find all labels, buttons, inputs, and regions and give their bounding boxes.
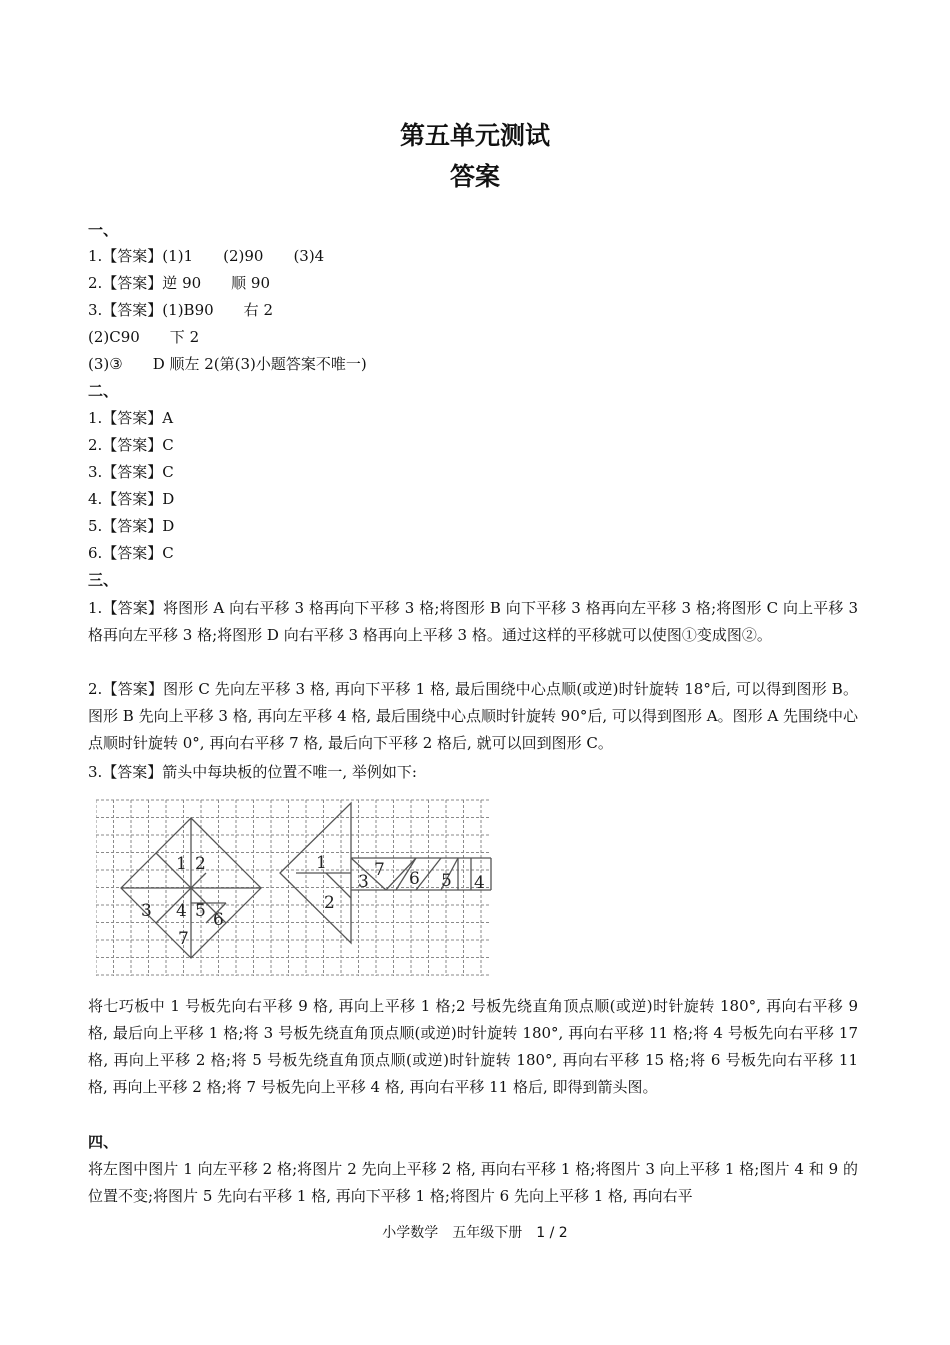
answer-line: 5.【答案】D <box>88 517 175 535</box>
answer-paragraph: 将七巧板中 1 号板先向右平移 9 格, 再向上平移 1 格;2 号板先绕直角顶点顺(或逆)时针旋转 180°, 再向右平移 9 格, 最后向上平移 1 格;将 3 号板先绕直角顶点顺(或逆)时针旋转 180°, 再向右平移 11 格;将 4 号板先向右平移 17 格, 再向上平移 2 格;将 5 号板先绕直角顶点顺(或逆)时针旋转 180°, 再向右平移 15 格;将 6 号板先向右平移 11 格, 再向上平移 2 格;将 7 号板先向上平移 4 格, 再向右平移 11 格后, 即得到箭头图。 <box>88 997 858 1096</box>
page-title: 第五单元测试 <box>399 121 550 150</box>
section-2-heading: 二、 <box>88 382 119 400</box>
piece-label: 6 <box>409 869 420 889</box>
piece-label: 2 <box>324 893 335 913</box>
piece-label: 1 <box>176 854 187 874</box>
answer-paragraph: 将左图中图片 1 向左平移 2 格;将图片 2 先向上平移 2 格, 再向右平移 1 格;将图片 3 向上平移 1 格;图片 4 和 9 的位置不变;将图片 5 先向右平移 1 格, 再向下平移 1 格;将图片 6 先向上平移 1 格, 再向右平 <box>88 1160 858 1205</box>
answer-line: 3.【答案】箭头中每块板的位置不唯一, 举例如下: <box>88 763 417 781</box>
answer-line: 1.【答案】(1)1 (2)90 (3)4 <box>88 247 325 265</box>
answer-line: 4.【答案】D <box>88 490 175 508</box>
piece-label: 4 <box>474 873 485 893</box>
piece-label: 4 <box>176 901 187 921</box>
piece-label: 3 <box>358 872 369 892</box>
page-subtitle: 答案 <box>449 162 500 191</box>
answer-line: 3.【答案】C <box>88 463 174 481</box>
piece-label: 5 <box>441 871 452 891</box>
section-3-heading: 三、 <box>88 571 119 589</box>
answer-paragraph: 1.【答案】将图形 A 向右平移 3 格再向下平移 3 格;将图形 B 向下平移 3 格再向左平移 3 格;将图形 C 向上平移 3 格再向左平移 3 格;将图形 D 向右平移 3 格再向上平移 3 格。通过这样的平移就可以使图①变成图②。 <box>88 599 858 644</box>
tangram-grid-figure <box>96 798 496 984</box>
answer-line: (3)③ D 顺左 2(第(3)小题答案不唯一) <box>88 355 367 373</box>
answer-line: 3.【答案】(1)B90 右 2 <box>88 301 273 319</box>
piece-label: 6 <box>213 910 224 930</box>
tangram-square-outline <box>121 818 261 958</box>
answer-paragraph: 2.【答案】图形 C 先向左平移 3 格, 再向下平移 1 格, 最后围绕中心点顺(或逆)时针旋转 18°后, 可以得到图形 B。图形 B 先向上平移 3 格, 再向左平移 4 格, 最后围绕中心点顺时针旋转 90°后, 可以得到图形 A。图形 A 先围绕中心点顺时针旋转 0°, 再向右平移 7 格, 最后向下平移 2 格后, 就可以回到图形 C。 <box>88 680 858 752</box>
piece-label: 2 <box>195 854 206 874</box>
piece-label: 7 <box>178 929 189 949</box>
answer-line: 6.【答案】C <box>88 544 174 562</box>
piece-label: 5 <box>195 901 206 921</box>
piece-label: 7 <box>374 860 385 880</box>
answer-line: (2)C90 下 2 <box>88 328 200 346</box>
answer-line: 2.【答案】C <box>88 436 174 454</box>
section-4-heading: 四、 <box>88 1133 119 1151</box>
answer-line: 1.【答案】A <box>88 409 174 427</box>
section-1-heading: 一、 <box>88 221 119 239</box>
piece-label: 1 <box>316 853 327 873</box>
page-footer: 小学数学 五年级下册 1 / 2 <box>382 1225 568 1241</box>
answer-line: 2.【答案】逆 90 顺 90 <box>88 274 271 292</box>
piece-label: 3 <box>141 901 152 921</box>
